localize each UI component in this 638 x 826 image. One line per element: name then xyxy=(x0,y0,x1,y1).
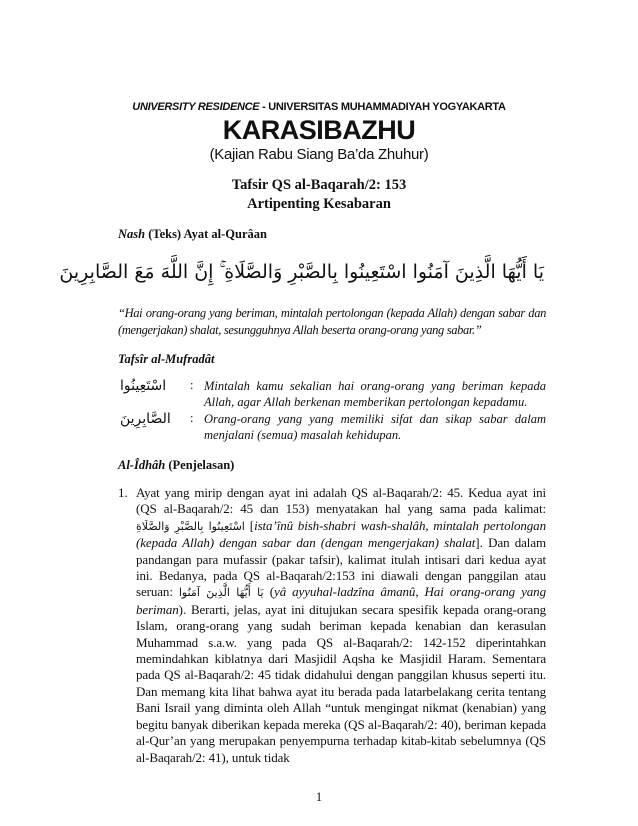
paragraph-text: ( xyxy=(263,584,275,600)
idhah-heading-rest: (Penjelasan) xyxy=(165,458,235,472)
vocab-arabic: اسْتَعِينُوا xyxy=(120,378,167,394)
inline-arabic: اسْتَعِينُوا بِالصَّبْرِ وَالصَّلَاةِ xyxy=(136,519,245,533)
list-item-paragraph xyxy=(136,485,546,766)
paragraph-text: [ xyxy=(244,517,255,533)
topic-title: Tafsir QS al-Baqarah/2: 153 xyxy=(231,177,407,193)
paragraph-text: Ayat yang mirip dengan ayat ini adalah QS al-Baqarah/2: 45. Kedua ayat ini (QS al-Baqarah/2: 45 dan 153) menyatakan hal yang sama pada kalimat: xyxy=(136,485,546,517)
vocab-definition: Orang-orang yang yang memiliki sifat dan sikap sabar dalam menjalani (semua) masalah kehidupan. xyxy=(204,412,546,442)
vocab-arabic: الصَّابِرِينَ xyxy=(120,411,171,427)
idhah-heading-italic: Al-Îdhâh xyxy=(118,458,166,472)
header-institution-line xyxy=(0,101,638,113)
page-number: 1 xyxy=(315,790,323,804)
vocab-colon: : xyxy=(190,411,194,425)
italic-transliteration: yâ ayyuhal-ladzîna âmanû, Hai orang-orang yang beriman xyxy=(136,584,546,617)
institution-name: UNIVERSITY RESIDENCE xyxy=(132,101,260,113)
nash-heading-rest: (Teks) Ayat al-Qurâan xyxy=(145,227,267,241)
paragraph-text: ). Berarti, jelas, ayat ini ditujukan secara spesifik kepada orang-orang Islam, orang-orang yang sudah beriman kepada kenabian dan kerasulan Muhammad s.a.w. yang pada QS al-Baqarah/2: 142-152 diperintahkan memindahkan kiblatnya dari Masjidil Aqsha ke Masjidil Haram. Sementara pada QS al-Baqarah/2: 45 tidak didahului dengan panggilan khusus seperti itu. Dan memang kita lihat bahwa ayat itu berada pada latarbelakang cerita tentang Bani Israil yang diminta oleh Allah “untuk mengingat nikmat (kenabian) yang begitu banyak diberikan kepada mereka (QS al-Baqarah/2: 40), beriman kepada al-Qur’an yang merupakan penyempurna terhadap kitab-kitab sebelumnya (QS al-Baqarah/2: 41), untuk tidak xyxy=(136,601,546,765)
nash-heading-italic: Nash xyxy=(118,227,146,241)
paragraph-text: ]. Dan dalam pandangan para mufassir (pakar tafsir), kalimat itulah intisari dari kedua ayat ini. Bedanya, pada QS al-Baqarah/2:153 ini diawali dengan panggilan atau seruan: xyxy=(136,535,546,600)
italic-transliteration: ista’înû bish-shabri wash-shalâh, mintalah pertolongan (kepada Allah) dengan sabar dan (dengan mengerjakan) shalat xyxy=(136,517,546,551)
section-heading-nash xyxy=(118,227,267,242)
inline-arabic: يَا أَيُّهَا الَّذِينَ آمَنُوا xyxy=(178,586,264,600)
list-item-number: 1. xyxy=(118,485,128,500)
mufradat-heading: Tafsîr al-Mufradât xyxy=(118,352,215,366)
arabic-verse: يَا أَيُّهَا الَّذِينَ آمَنُوا اسْتَعِينُوا بِالصَّبْرِ وَالصَّلَاةِ ۚ إِنَّ اللَّهَ مَعَ الصَّابِرِينَ xyxy=(59,261,544,283)
topic-subtitle: Artipenting Kesabaran xyxy=(247,196,391,212)
university-name: UNIVERSITAS MUHAMMADIYAH YOGYAKARTA xyxy=(268,101,506,113)
vocab-definition: Mintalah kamu sekalian hai orang-orang yang beriman kepada Allah, agar Allah berkenan memberikan pertolongan kepadamu. xyxy=(204,379,546,409)
document-title: KARASIBAZHU xyxy=(222,115,416,145)
document-subtitle: (Kajian Rabu Siang Ba’da Zhuhur) xyxy=(209,146,429,163)
header-separator: - xyxy=(259,101,269,113)
vocab-colon: : xyxy=(190,378,194,392)
section-heading-mufradat xyxy=(118,352,214,367)
verse-translation: “Hai orang-orang yang beriman, mintalah pertolongan (kepada Allah) dengan sabar dan (mengerjakan) shalat, sesungguhnya Allah beserta orang-orang yang sabar.” xyxy=(118,306,546,337)
section-heading-idhah xyxy=(118,458,234,473)
